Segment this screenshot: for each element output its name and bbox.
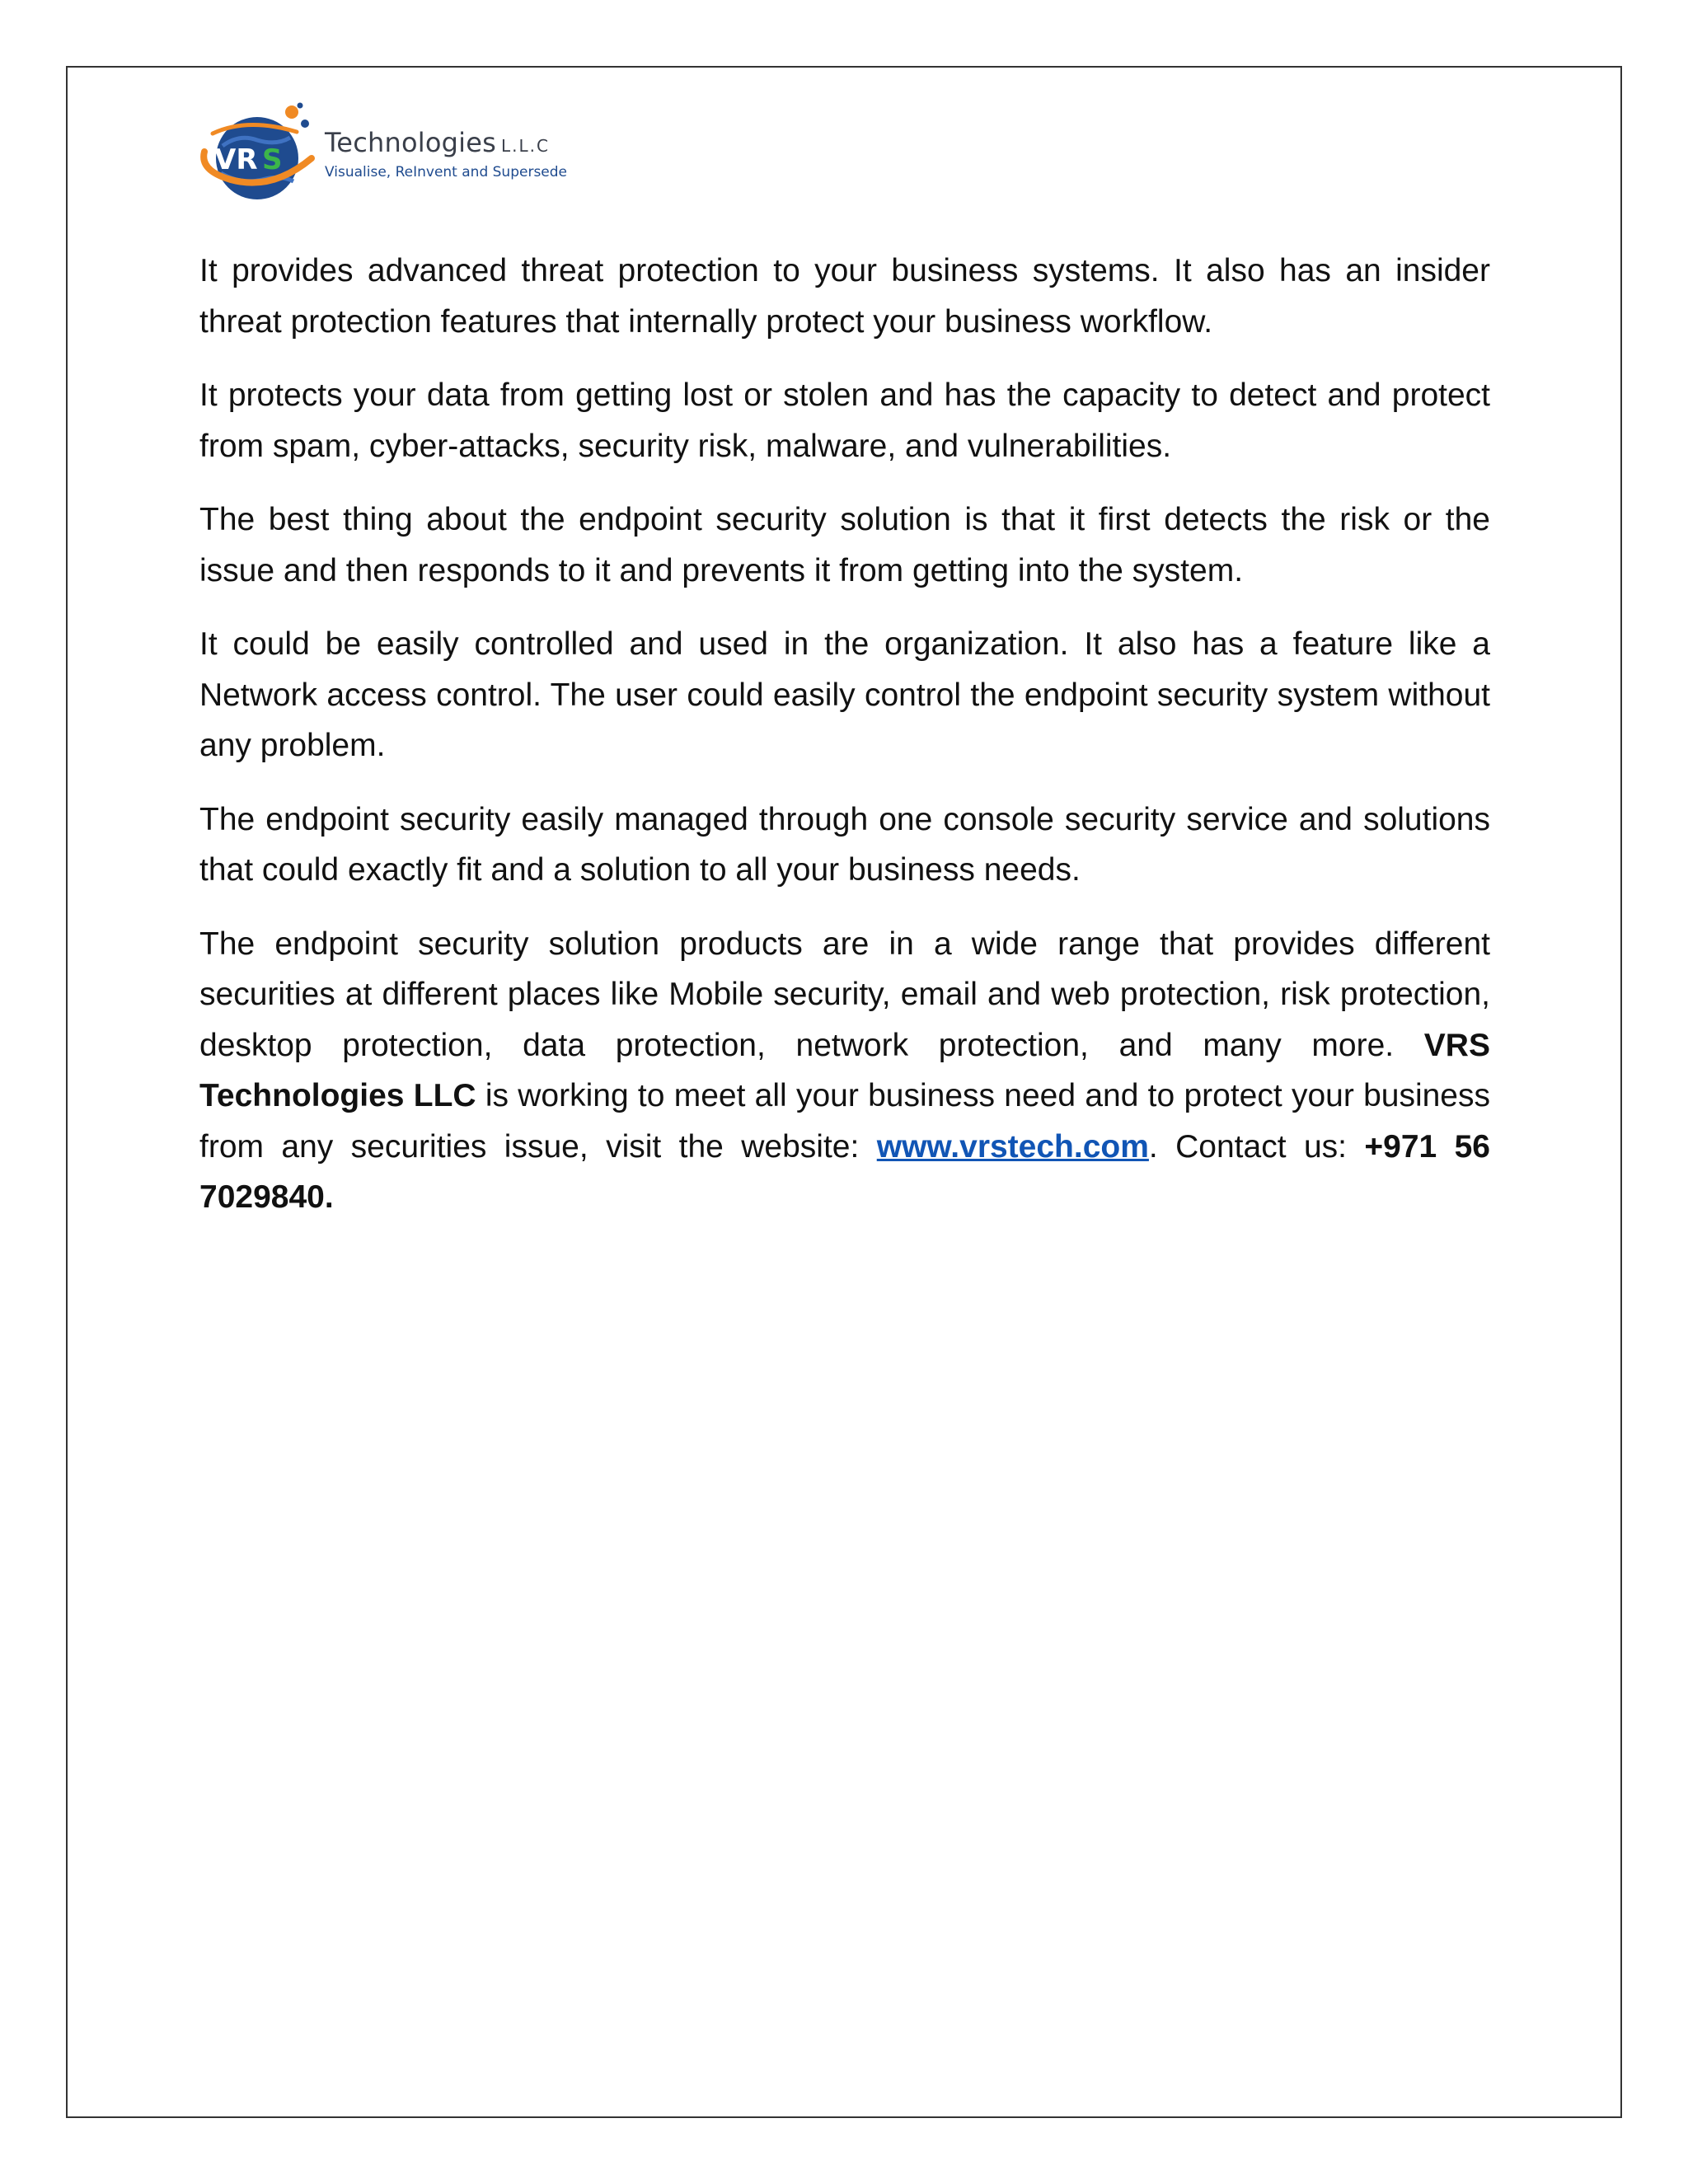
paragraph-network-access: It could be easily controlled and used in the organization. It also has a feature like a Network access control. The user could easily control the endpoint security system without any problem. [199, 626, 1490, 763]
document-body [199, 246, 1490, 1246]
logo-tagline: Visualise, ReInvent and Supersede [325, 164, 568, 180]
paragraph-detect-respond: The best thing about the endpoint security solution is that it first detects the risk or the issue and then responds to it and prevents it from getting into the system. [199, 502, 1490, 588]
vrs-globe-logo-icon [198, 101, 321, 212]
svg-text:S: S [262, 143, 283, 176]
contact-label: . Contact us: [1148, 1128, 1365, 1165]
company-name-bold: VRS Technologies LLC [199, 1027, 1490, 1113]
paragraph-product-range [199, 919, 1490, 1223]
company-logo [198, 101, 593, 212]
paragraph-console-management: The endpoint security easily managed through one console security service and solutions that could exactly fit and a solution to all your business needs. [199, 801, 1490, 888]
logo-llc-suffix: L.L.C [500, 136, 550, 156]
contact-phone: +971 56 7029840. [199, 1128, 1490, 1215]
svg-text:VR: VR [214, 143, 258, 176]
website-link[interactable]: www.vrstech.com [876, 1128, 1149, 1165]
paragraph-product-range-middle: is working to meet all your business need and to protect your business from any securities issue, visit the website: [199, 1078, 1491, 1165]
logo-company-name [325, 127, 550, 158]
paragraph-threat-protection: It provides advanced threat protection to your business systems. It also has an insider threat protection features that internally protect your business workflow. [199, 253, 1490, 340]
paragraph-product-range-intro: The endpoint security solution products are in a wide range that provides different securities at different places like Mobile security, email and web protection, risk protection, desktop protection, data protection, network protection, and many more. [199, 926, 1490, 1063]
logo-company-word: Technologies [325, 127, 496, 158]
paragraph-data-protection: It protects your data from getting lost or stolen and has the capacity to detect and protect from spam, cyber-attacks, security risk, malware, and vulnerabilities. [199, 377, 1490, 464]
